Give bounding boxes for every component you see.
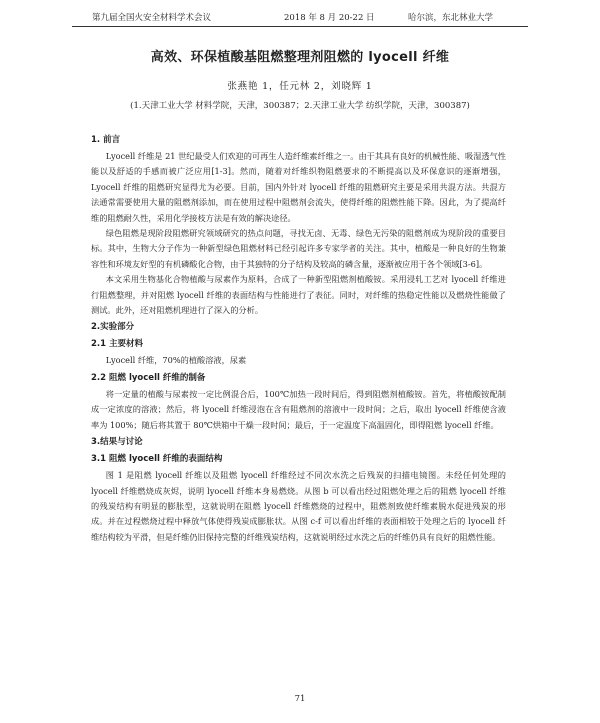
paper-body — [91, 131, 506, 545]
section-heading-intro: 1. 前言 — [91, 135, 121, 145]
page-number: 71 — [294, 694, 306, 704]
intro-paragraph-2: 绿色阻燃是现阶段阻燃研究领域研究的热点问题，寻找无卤、无毒、绿色无污染的阻燃剂成为现阶段的重要目标。其中，生物大分子作为一种新型绿色阻燃材料已经引起许多专家学者的关注。其中，植酸是一种良好的生物兼容性和环境友好型的有机磷酸化合物，由于其独特的分子结构及较高的磷含量，逐渐被应用于各个领域[3-6]。 — [91, 228, 506, 269]
header-location: 哈尔滨，东北林业大学 — [408, 13, 494, 23]
header-date: 2018 年 8 月 20-22 日 — [284, 13, 375, 23]
subsection-heading-preparation: 2.2 阻燃 lyocell 纤维的制备 — [91, 372, 206, 383]
subsection-heading-materials: 2.1 主要材料 — [91, 339, 144, 350]
preparation-paragraph: 将一定量的植酸与尿素按一定比例混合后，100℃加热一段时间后，得到阻燃剂植酸铵。首先，将植酸铵配制成一定浓度的溶液；然后，将 lyocell 纤维浸泡在含有阻燃剂的溶液中一段时间；之后，取出 lyocell 纤维使含液率为 100%；随后将其置于 80℃烘箱中干燥一段时间；最后，于一定温度下高温固化，即得阻燃 lyocell 纤维。 — [91, 388, 506, 430]
intro-paragraph-3: 本文采用生物基化合物植酸与尿素作为原料，合成了一种新型阻燃剂植酸铵。采用浸轧工艺对 lyocell 纤维进行阻燃整理，并对阻燃 lyocell 纤维的表面结构与性能进行了表征。同时，对纤维的热稳定性能以及燃烧性能做了测试。此外，还对阻燃机理进行了深入的分析。 — [91, 274, 506, 316]
surface-paragraph: 图 1 是阻燃 lyocell 纤维以及阻燃 lyocell 纤维经过不同次水洗之后残炭的扫描电镜图。未经任何处理的 lyocell 纤维燃烧成灰烬，说明 lyocell 纤维本身易燃烧。从图 b 可以看出经过阻燃处理之后的阻燃 lyocell 纤维的残炭结构有明显的膨胀型，这就说明在阻燃 lyocell 纤维燃烧的过程中，阻燃剂致使纤维素脱水促进残炭的形成。并在过程燃烧过程中释放气体使得残炭成膨胀状。从图 c-f 可以看出纤维的表面相较于处理之后的 lyocell 纤维结构较为平滑，但是纤维仍旧保持完整的纤维残炭结构，这就说明经过水洗之后的纤维仍具有良好的阻燃性能。 — [91, 470, 506, 542]
paper-affiliation: (1.天津工业大学 材料学院，天津，300387；2.天津工业大学 纺织学院，天津，300387) — [130, 101, 470, 111]
subsection-heading-surface: 3.1 阻燃 lyocell 纤维的表面结构 — [91, 454, 223, 465]
paper-title: 高效、环保植酸基阻燃整理剂阻燃的 lyocell 纤维 — [150, 50, 450, 65]
header-conference: 第九届全国火安全材料学术会议 — [92, 13, 212, 23]
paper-authors: 张燕艳 1，任元林 2，刘晓辉 1 — [227, 81, 373, 92]
running-header — [72, 10, 528, 27]
section-heading-experiment: 2.实验部分 — [91, 322, 135, 333]
section-heading-results: 3.结果与讨论 — [91, 437, 143, 448]
intro-paragraph-1: Lyocell 纤维是 21 世纪最受人们欢迎的可再生人造纤维素纤维之一。由于其具有良好的机械性能、吸湿透气性能以及舒适的手感而被广泛应用[1-3]。然而，随着对纤维织物阻燃要求的不断提高以及环保意识的逐渐增强，Lyocell 纤维的阻燃研究显得尤为必要。目前，国内外针对 lyocell 纤维的阻燃研究主要是采用共混方法。共混方法通常需要使用大量的阻燃剂添加，而在使用过程中阻燃剂会流失，使得纤维的阻燃性能下降。因此，为了提高纤维的阻燃耐久性，采用化学接枝方法是有效的解决途径。 — [91, 151, 506, 223]
materials-paragraph: Lyocell 纤维，70%的植酸溶液，尿素 — [105, 355, 247, 366]
